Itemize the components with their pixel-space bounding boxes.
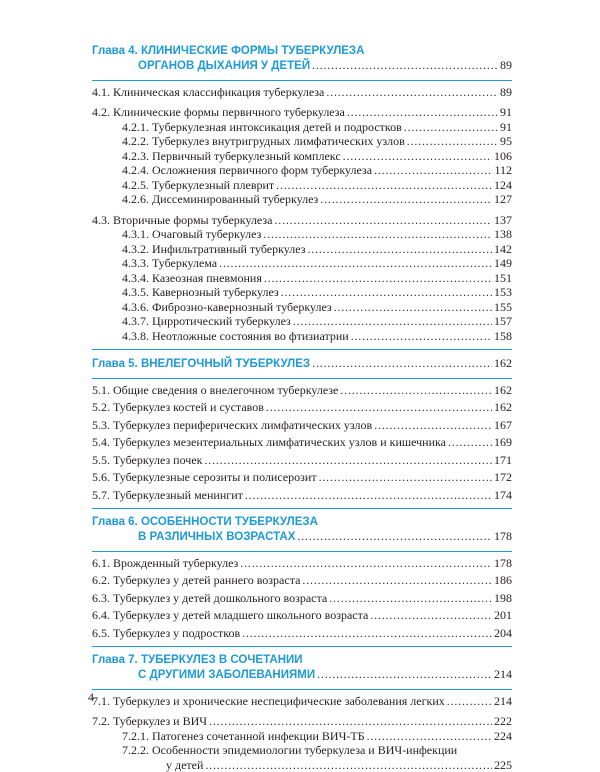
entry-page: 153 <box>494 285 512 300</box>
entry-page: 222 <box>494 714 512 729</box>
toc-entry <box>92 556 512 571</box>
entry-page: 138 <box>494 227 512 242</box>
toc-entry <box>92 163 512 178</box>
entry-label: 5.5. Туберкулез почек <box>92 453 202 468</box>
toc-entry <box>92 418 512 433</box>
entry-page: 174 <box>494 488 512 503</box>
entry-page: 162 <box>494 400 512 415</box>
chapter-7-heading <box>92 651 512 683</box>
entry-page: 178 <box>494 556 512 571</box>
entry-page: 151 <box>494 271 512 286</box>
entry-page: 127 <box>494 192 512 207</box>
entry-label-cont: у детей <box>122 758 203 772</box>
toc-entry <box>92 314 512 329</box>
toc-entry <box>92 488 512 503</box>
toc-entry <box>92 608 512 623</box>
entry-label: 4.2.1. Туберкулезная интоксикация детей и подростков <box>122 120 402 135</box>
leader-dots <box>326 85 498 100</box>
toc-entry <box>92 256 512 271</box>
toc-entry <box>92 329 512 344</box>
entry-label: 5.7. Туберкулезный менингит <box>92 488 243 503</box>
leader-dots <box>312 58 498 73</box>
chapter-6-entries <box>92 556 512 641</box>
entry-label: 5.3. Туберкулез периферических лимфатических узлов <box>92 418 372 433</box>
leader-dots <box>281 285 492 300</box>
leader-dots <box>293 314 492 329</box>
entry-label: 4.2.2. Туберкулез внутригрудных лимфатических узлов <box>122 134 405 149</box>
leader-dots <box>204 453 492 468</box>
leader-dots <box>312 356 492 371</box>
entry-page: 225 <box>494 758 512 772</box>
entry-label: 7.2. Туберкулез и ВИЧ <box>92 714 207 729</box>
entry-label: 4.2.3. Первичный туберкулезный комплекс <box>122 149 341 164</box>
leader-dots <box>276 178 492 193</box>
toc-entry <box>92 120 512 135</box>
leader-dots <box>317 667 492 682</box>
entry-label: 4.2.5. Туберкулезный плеврит <box>122 178 274 193</box>
entry-page: 167 <box>494 418 512 433</box>
entry-page: 198 <box>494 591 512 606</box>
entry-label: 4.3.3. Туберкулема <box>122 256 217 271</box>
chapter-6-title-line1: Глава 6. ОСОБЕННОСТИ ТУБЕРКУЛЕЗА <box>92 515 512 529</box>
entry-label: 4.3.4. Казеозная пневмония <box>122 271 262 286</box>
table-of-contents <box>92 42 512 772</box>
entry-page: 106 <box>494 149 512 164</box>
toc-entry-7-2-2 <box>92 743 512 772</box>
entry-page: 157 <box>494 314 512 329</box>
entry-label: 4.2.4. Осложнения первичного форм туберкулеза <box>122 163 372 178</box>
chapter-separator <box>92 80 512 81</box>
entry-label: 4.3.8. Неотложные состояния во фтизиатрии <box>122 329 349 344</box>
chapter-6-heading <box>92 513 512 545</box>
toc-entry <box>92 149 512 164</box>
leader-dots <box>242 626 492 641</box>
entry-page: 214 <box>494 694 512 709</box>
leader-dots <box>447 694 492 709</box>
chapter-5-page: 162 <box>494 356 512 371</box>
toc-entry <box>92 213 512 228</box>
toc-entry <box>92 694 512 709</box>
toc-entry <box>92 729 512 744</box>
leader-dots <box>329 591 492 606</box>
leader-dots <box>374 418 492 433</box>
entry-label: 4.2. Клинические формы первичного туберкулеза <box>92 105 345 120</box>
toc-entry <box>92 435 512 450</box>
entry-page: 224 <box>494 729 512 744</box>
entry-label: 4.1. Клиническая классификация туберкулеза <box>92 85 324 100</box>
leader-dots <box>266 400 492 415</box>
entry-label: 7.1. Туберкулез и хронические неспецифические заболевания легких <box>92 694 445 709</box>
entry-label: 7.2.2. Особенности эпидемиологии туберкулеза и ВИЧ-инфекции <box>122 743 457 758</box>
entry-page: 171 <box>494 453 512 468</box>
entry-page: 91 <box>500 120 512 135</box>
toc-entry <box>92 591 512 606</box>
toc-entry <box>92 400 512 415</box>
entry-label: 7.2.1. Патогенез сочетанной инфекции ВИЧ-ТБ <box>122 729 365 744</box>
chapter-5-entries <box>92 383 512 503</box>
leader-dots <box>367 729 492 744</box>
entry-label: 5.2. Туберкулез костей и суставов <box>92 400 264 415</box>
leader-dots <box>307 242 492 257</box>
toc-entry <box>92 285 512 300</box>
toc-entry <box>92 626 512 641</box>
chapter-6-page: 178 <box>494 529 512 544</box>
toc-entry <box>92 134 512 149</box>
entry-page: 124 <box>494 178 512 193</box>
entry-label: 6.5. Туберкулез у подростков <box>92 626 240 641</box>
toc-entry <box>92 300 512 315</box>
chapter-6-title-line2: В РАЗЛИЧНЫХ ВОЗРАСТАХ <box>92 530 295 545</box>
chapter-separator <box>92 349 512 350</box>
entry-label: 4.2.6. Диссеминированный туберкулез <box>122 192 318 207</box>
chapter-separator <box>92 378 512 379</box>
leader-dots <box>264 271 492 286</box>
entry-page: 155 <box>494 300 512 315</box>
toc-entry <box>92 714 512 729</box>
entry-page: 186 <box>494 573 512 588</box>
toc-entry <box>92 192 512 207</box>
entry-page: 172 <box>494 470 512 485</box>
entry-label: 6.2. Туберкулез у детей раннего возраста <box>92 573 300 588</box>
leader-dots <box>302 573 492 588</box>
toc-entry <box>92 470 512 485</box>
toc-entry <box>92 383 512 398</box>
leader-dots <box>297 529 492 544</box>
entry-label: 6.4. Туберкулез у детей младшего школьного возраста <box>92 608 368 623</box>
leader-dots <box>334 300 492 315</box>
entry-label: 4.3.1. Очаговый туберкулез <box>122 227 261 242</box>
entry-label: 5.4. Туберкулез мезентериальных лимфатических узлов и кишечника <box>92 435 446 450</box>
chapter-4-heading <box>92 42 512 74</box>
leader-dots <box>320 192 492 207</box>
chapter-5-title: Глава 5. ВНЕЛЕГОЧНЫЙ ТУБЕРКУЛЕЗ <box>92 357 310 372</box>
leader-dots <box>263 227 492 242</box>
leader-dots <box>205 758 492 772</box>
chapter-7-title-line2: С ДРУГИМИ ЗАБОЛЕВАНИЯМИ <box>92 668 315 683</box>
entry-page: 162 <box>494 383 512 398</box>
entry-label: 5.1. Общие сведения о внелегочном туберкулезе <box>92 383 338 398</box>
chapter-separator <box>92 689 512 690</box>
toc-entry <box>92 178 512 193</box>
entry-page: 142 <box>494 242 512 257</box>
leader-dots <box>351 329 492 344</box>
chapter-5-heading <box>92 354 512 372</box>
chapter-4-title-line1: Глава 4. КЛИНИЧЕСКИЕ ФОРМЫ ТУБЕРКУЛЕЗА <box>92 44 512 58</box>
leader-dots <box>219 256 492 271</box>
entry-label: 4.3.2. Инфильтративный туберкулез <box>122 242 305 257</box>
toc-entry <box>92 573 512 588</box>
toc-entry <box>92 242 512 257</box>
toc-entry <box>92 453 512 468</box>
leader-dots <box>340 383 492 398</box>
leader-dots <box>240 556 492 571</box>
chapter-separator <box>92 551 512 552</box>
leader-dots <box>370 608 492 623</box>
leader-dots <box>343 149 492 164</box>
toc-entry <box>92 105 512 120</box>
chapter-4-title-line2: ОРГАНОВ ДЫХАНИЯ У ДЕТЕЙ <box>92 59 310 74</box>
leader-dots <box>319 470 492 485</box>
chapter-7-entries <box>92 694 512 744</box>
chapter-7-page: 214 <box>494 667 512 682</box>
leader-dots <box>274 213 492 228</box>
entry-label: 4.3. Вторичные формы туберкулеза <box>92 213 272 228</box>
leader-dots <box>374 163 492 178</box>
entry-page: 158 <box>494 329 512 344</box>
entry-page: 169 <box>494 435 512 450</box>
leader-dots <box>404 120 498 135</box>
toc-entry <box>92 271 512 286</box>
leader-dots <box>245 488 492 503</box>
chapter-separator <box>92 646 512 647</box>
chapter-4-page: 89 <box>500 58 512 73</box>
entry-page: 89 <box>500 85 512 100</box>
leader-dots <box>347 105 498 120</box>
entry-page: 204 <box>494 626 512 641</box>
entry-page: 91 <box>500 105 512 120</box>
entry-page: 201 <box>494 608 512 623</box>
entry-label: 6.1. Врожденный туберкулез <box>92 556 238 571</box>
entry-label: 5.6. Туберкулезные серозиты и полисерозит <box>92 470 317 485</box>
chapter-4-entries <box>92 85 512 344</box>
entry-label: 6.3. Туберкулез у детей дошкольного возраста <box>92 591 327 606</box>
entry-page: 112 <box>494 163 512 178</box>
entry-page: 137 <box>494 213 512 228</box>
toc-entry <box>92 85 512 100</box>
entry-label: 4.3.5. Кавернозный туберкулез <box>122 285 279 300</box>
entry-page: 95 <box>500 134 512 149</box>
leader-dots <box>209 714 492 729</box>
chapter-7-title-line1: Глава 7. ТУБЕРКУЛЕЗ В СОЧЕТАНИИ <box>92 653 512 667</box>
entry-page: 149 <box>494 256 512 271</box>
entry-label: 4.3.6. Фиброзно-кавернозный туберкулез <box>122 300 332 315</box>
entry-label: 4.3.7. Цирротический туберкулез <box>122 314 291 329</box>
page-number: 4 <box>88 690 94 705</box>
toc-entry <box>92 227 512 242</box>
leader-dots <box>448 435 492 450</box>
leader-dots <box>407 134 498 149</box>
chapter-separator <box>92 508 512 509</box>
